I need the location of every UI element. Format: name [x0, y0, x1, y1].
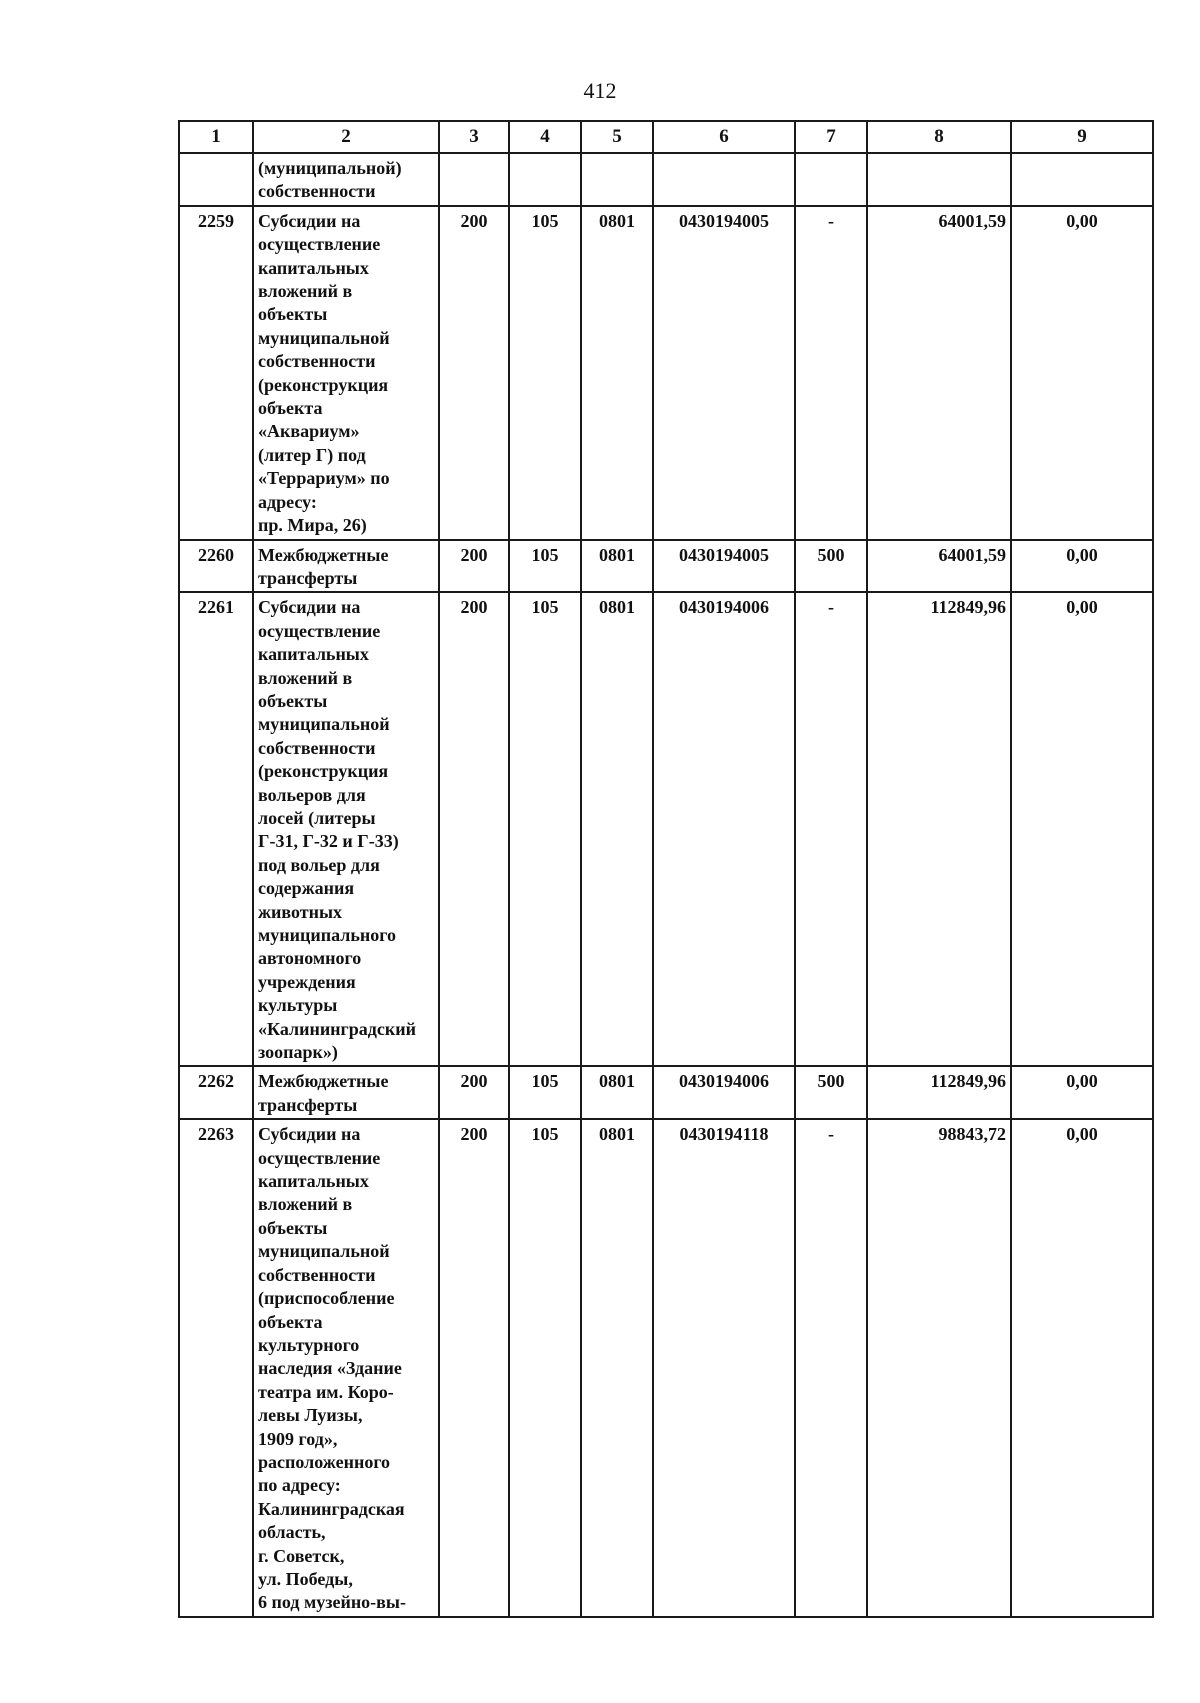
cell-description: Субсидии на осуществление капитальных вложений в объекты муниципальной собственности (приспособление объекта культурного наследия «Здание театра им. Коро- левы Луизы, 1909 год», расположенного по адресу: Калининградская область, г. Советск, ул. Победы, 6 под музейно-вы-: [253, 1119, 439, 1617]
cell-amount-col-9: [1011, 153, 1153, 206]
cell-col-6: 0430194005: [653, 206, 795, 540]
cell-row-number: 2259: [179, 206, 253, 540]
column-header-1: 1: [179, 121, 253, 153]
cell-description: Субсидии на осуществление капитальных вложений в объекты муниципальной собственности (реконструкция объекта «Аквариум» (литер Г) под «Террариум» по адресу: пр. Мира, 26): [253, 206, 439, 540]
cell-description: Межбюджетные трансферты: [253, 1066, 439, 1119]
cell-col-7: -: [795, 1119, 867, 1617]
column-header-5: 5: [581, 121, 653, 153]
cell-amount-col-8: 64001,59: [867, 540, 1011, 593]
column-header-9: 9: [1011, 121, 1153, 153]
cell-col-4: 105: [509, 540, 581, 593]
cell-col-5: 0801: [581, 592, 653, 1066]
table-row: [179, 1119, 1153, 1617]
cell-col-4: 105: [509, 1066, 581, 1119]
table-header-row: [179, 121, 1153, 153]
cell-amount-col-9: 0,00: [1011, 1119, 1153, 1617]
table-body: [179, 153, 1153, 1617]
cell-col-5: 0801: [581, 1066, 653, 1119]
cell-col-3: 200: [439, 1066, 509, 1119]
cell-col-3: 200: [439, 1119, 509, 1617]
column-header-4: 4: [509, 121, 581, 153]
cell-row-number: [179, 153, 253, 206]
cell-col-3: 200: [439, 540, 509, 593]
cell-description: Межбюджетные трансферты: [253, 540, 439, 593]
cell-col-7: 500: [795, 540, 867, 593]
cell-amount-col-9: 0,00: [1011, 206, 1153, 540]
cell-row-number: 2260: [179, 540, 253, 593]
cell-amount-col-8: [867, 153, 1011, 206]
cell-col-7: [795, 153, 867, 206]
cell-amount-col-9: 0,00: [1011, 592, 1153, 1066]
cell-amount-col-8: 98843,72: [867, 1119, 1011, 1617]
cell-col-6: [653, 153, 795, 206]
cell-amount-col-9: 0,00: [1011, 1066, 1153, 1119]
table-row: [179, 206, 1153, 540]
column-header-7: 7: [795, 121, 867, 153]
cell-col-7: 500: [795, 1066, 867, 1119]
cell-col-6: 0430194118: [653, 1119, 795, 1617]
cell-col-4: [509, 153, 581, 206]
cell-col-7: -: [795, 206, 867, 540]
cell-col-4: 105: [509, 206, 581, 540]
cell-col-4: 105: [509, 592, 581, 1066]
cell-col-6: 0430194006: [653, 592, 795, 1066]
cell-col-5: 0801: [581, 206, 653, 540]
table-row: [179, 592, 1153, 1066]
cell-amount-col-9: 0,00: [1011, 540, 1153, 593]
column-header-8: 8: [867, 121, 1011, 153]
table-row: [179, 540, 1153, 593]
table-row: [179, 153, 1153, 206]
cell-amount-col-8: 112849,96: [867, 1066, 1011, 1119]
cell-col-3: 200: [439, 592, 509, 1066]
cell-col-5: 0801: [581, 540, 653, 593]
cell-col-3: [439, 153, 509, 206]
cell-col-4: 105: [509, 1119, 581, 1617]
cell-amount-col-8: 64001,59: [867, 206, 1011, 540]
column-header-2: 2: [253, 121, 439, 153]
cell-row-number: 2262: [179, 1066, 253, 1119]
cell-description: (муниципальной) собственности: [253, 153, 439, 206]
cell-col-3: 200: [439, 206, 509, 540]
column-header-6: 6: [653, 121, 795, 153]
cell-col-5: [581, 153, 653, 206]
cell-col-7: -: [795, 592, 867, 1066]
cell-row-number: 2263: [179, 1119, 253, 1617]
cell-description: Субсидии на осуществление капитальных вложений в объекты муниципальной собственности (реконструкция вольеров для лосей (литеры Г-31, Г-32 и Г-33) под вольер для содержания животных муниципального автономного учреждения культуры «Калининградский зоопарк»): [253, 592, 439, 1066]
cell-amount-col-8: 112849,96: [867, 592, 1011, 1066]
page-number: 412: [583, 78, 617, 103]
cell-col-5: 0801: [581, 1119, 653, 1617]
cell-col-6: 0430194005: [653, 540, 795, 593]
column-header-3: 3: [439, 121, 509, 153]
table-row: [179, 1066, 1153, 1119]
cell-row-number: 2261: [179, 592, 253, 1066]
budget-table: [178, 120, 1154, 1618]
cell-col-6: 0430194006: [653, 1066, 795, 1119]
